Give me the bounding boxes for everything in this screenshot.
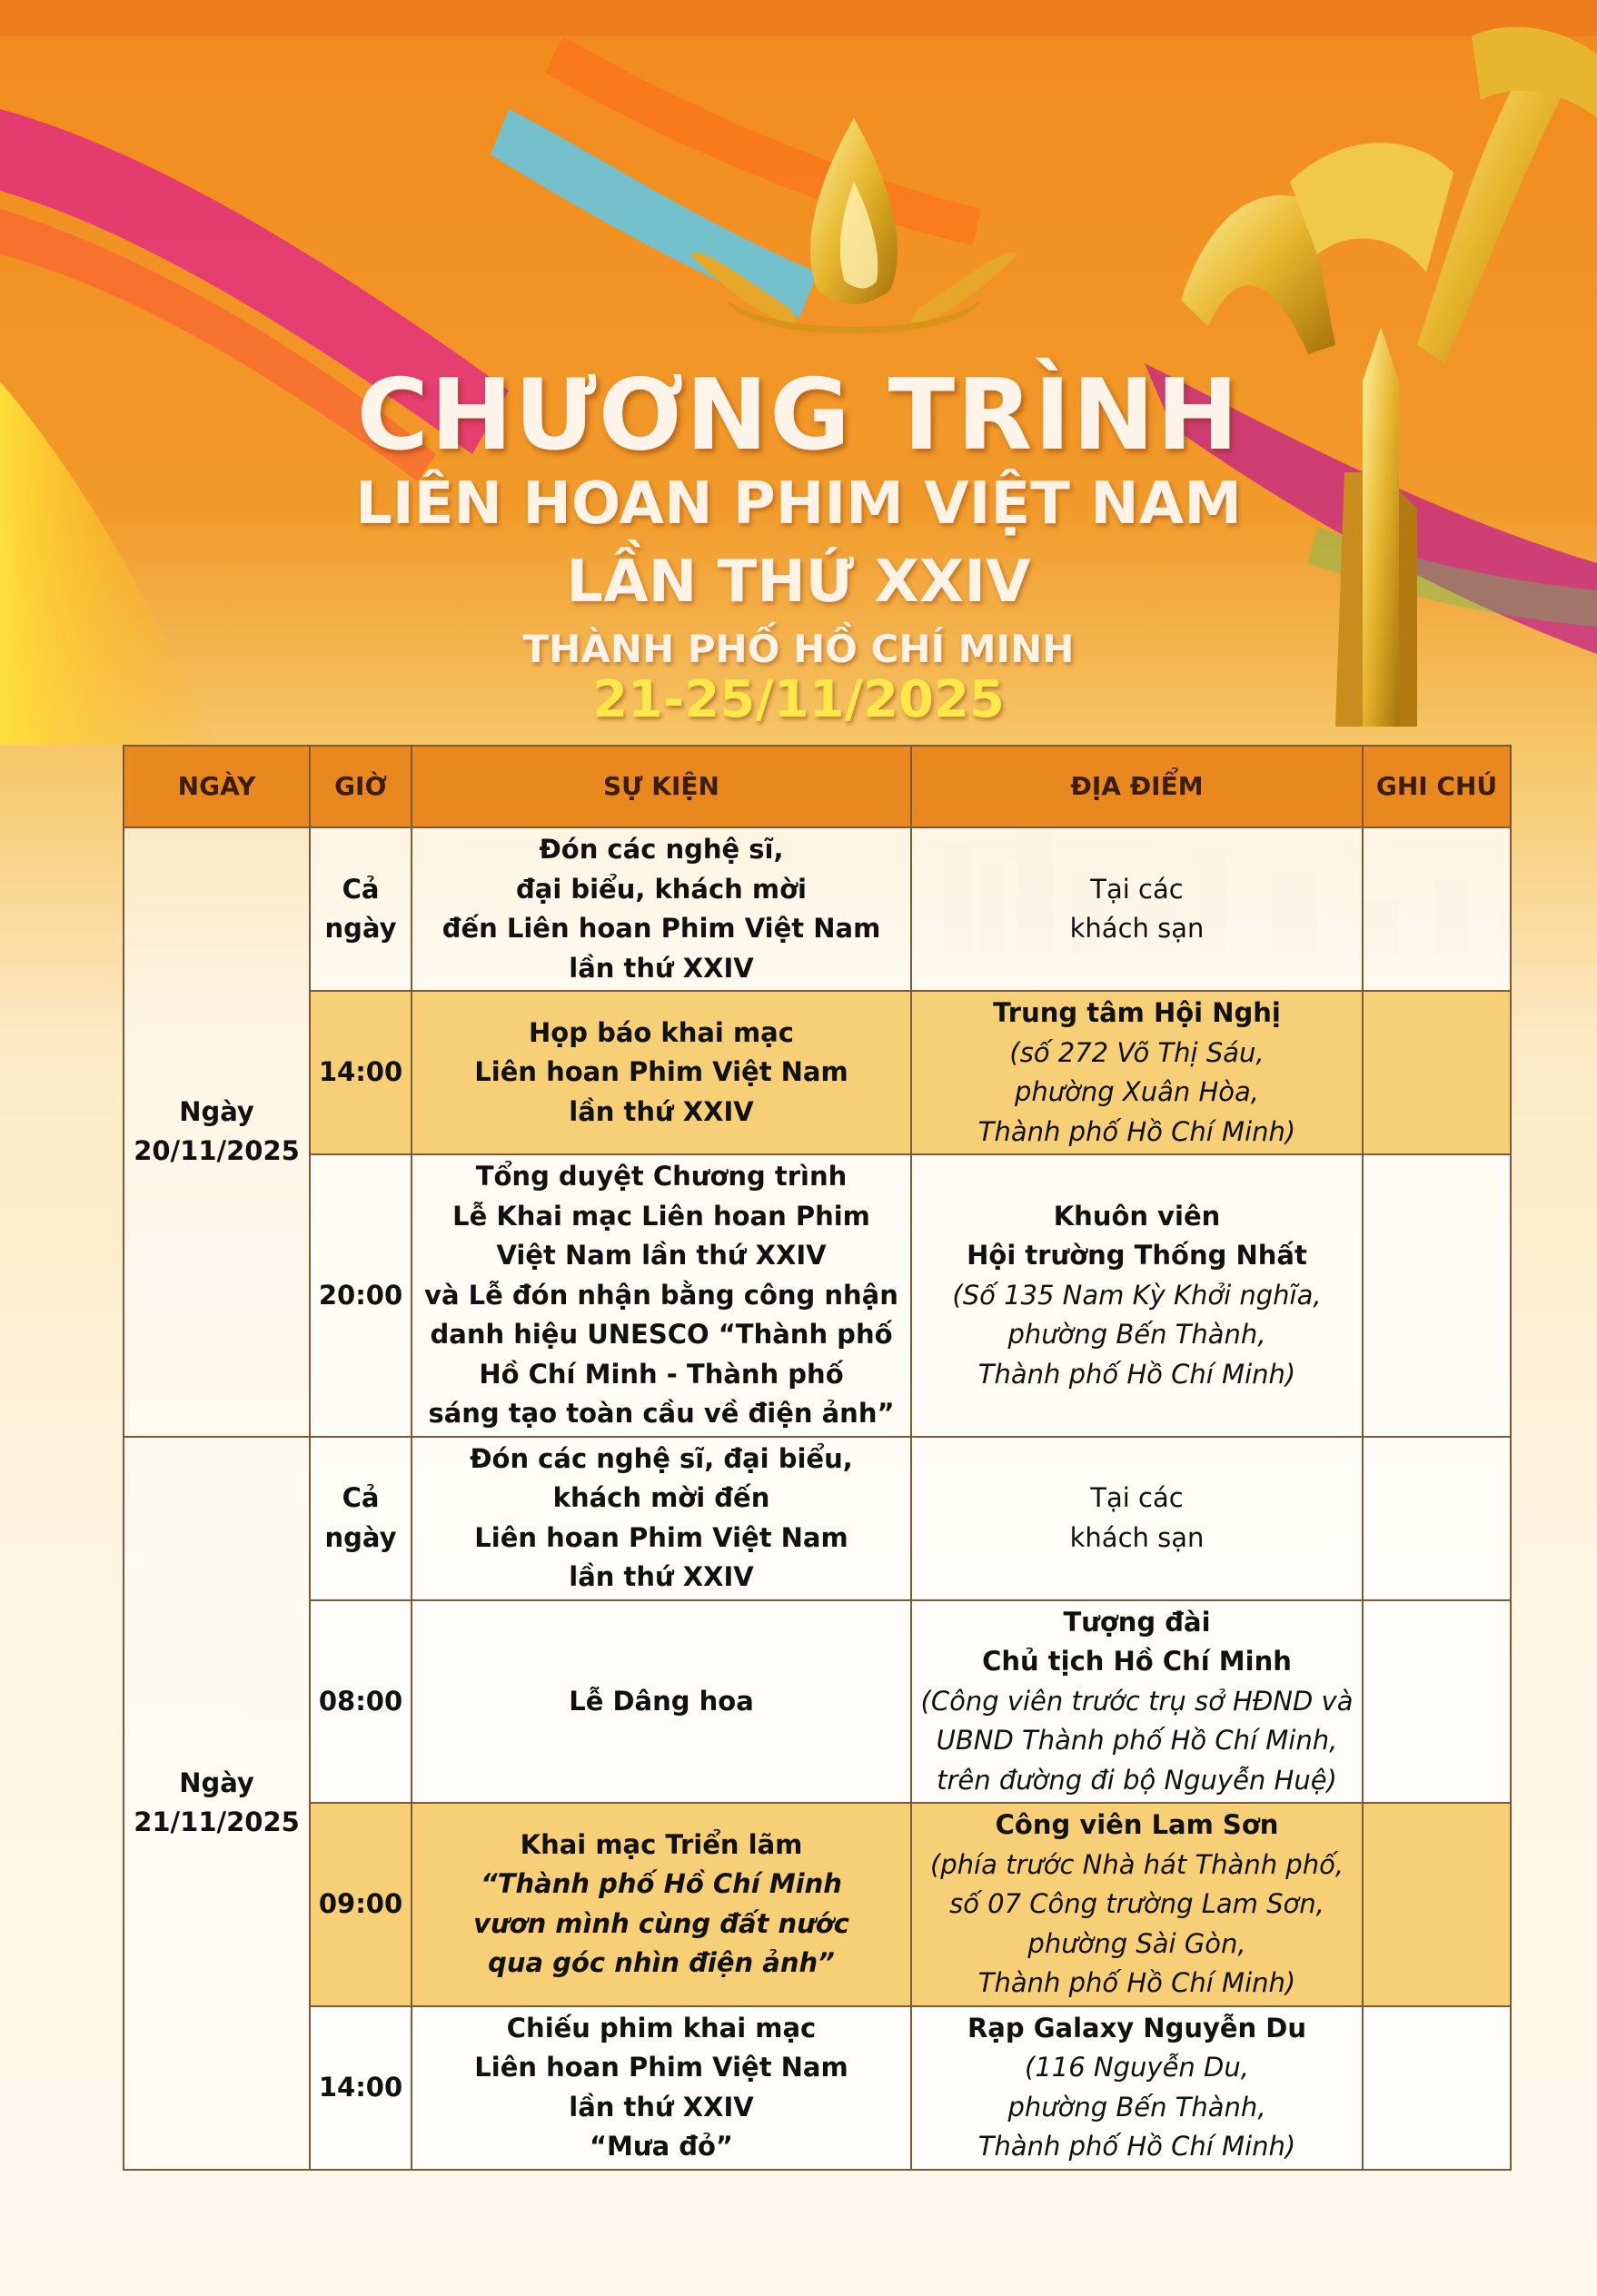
event-line: lần thứ XXIV (569, 952, 754, 984)
table-row (124, 827, 1511, 991)
time-cell: 20:00 (310, 1154, 412, 1437)
venue-cell (911, 1803, 1363, 2006)
event-line: Khai mạc Triển lãm (520, 1828, 803, 1860)
venue-address-line: (116 Nguyễn Du, (1025, 2052, 1249, 2083)
time-cell: 14:00 (310, 2006, 412, 2170)
note-cell (1363, 2006, 1511, 2170)
time-cell: Cả ngày (310, 827, 412, 991)
event-cell (412, 1437, 911, 1600)
venue-address-line: (Số 135 Nam Kỳ Khởi nghĩa, (952, 1279, 1322, 1311)
festival-dates: 21-25/11/2025 (592, 670, 1005, 729)
event-cell (412, 1154, 911, 1437)
venue-name-line: Công viên Lam Sơn (995, 1809, 1279, 1840)
day-cell: Ngày 21/11/2025 (124, 1437, 310, 2170)
venue-address-line: (Công viên trước trụ sở HĐND và (920, 1685, 1354, 1717)
column-header-day: NGÀY (124, 746, 310, 827)
event-cell (412, 991, 911, 1154)
time-cell: Cả ngày (310, 1437, 412, 1600)
venue-line: Tại các (1090, 1482, 1184, 1513)
note-cell (1363, 827, 1511, 991)
day-cell: Ngày 20/11/2025 (124, 827, 310, 1437)
program-title: CHƯƠNG TRÌNH (356, 359, 1241, 472)
schedule-table (123, 745, 1512, 2171)
venue-line: Tại các (1090, 873, 1184, 905)
venue-name-line: Rạp Galaxy Nguyễn Du (967, 2012, 1307, 2044)
venue-address-line: (phía trước Nhà hát Thành phố, (929, 1848, 1344, 1880)
venue-address-line: phường Bến Thành, (1007, 2091, 1266, 2123)
event-cell (412, 2006, 911, 2170)
venue-address-line: số 07 Công trường Lam Sơn, (949, 1888, 1324, 1919)
event-line: khách mời đến (552, 1482, 770, 1513)
festival-name: LIÊN HOAN PHIM VIỆT NAM (355, 470, 1242, 538)
note-cell (1363, 1437, 1511, 1600)
column-header-time: GIỜ (310, 746, 412, 827)
event-line: Liên hoan Phim Việt Nam (474, 1056, 848, 1088)
event-line: đại biểu, khách mời (515, 873, 807, 905)
event-line: Liên hoan Phim Việt Nam (474, 1521, 848, 1553)
venue-address-line: phường Sài Gòn, (1027, 1927, 1246, 1959)
event-line: và Lễ đón nhận bằng công nhận (424, 1279, 898, 1311)
table-row (124, 1803, 1511, 2006)
table-row (124, 991, 1511, 1154)
event-line: Lễ Dâng hoa (569, 1685, 754, 1717)
time-cell: 09:00 (310, 1803, 412, 2006)
event-cell (412, 827, 911, 991)
event-line: sáng tạo toàn cầu về điện ảnh” (428, 1398, 895, 1429)
column-header-venue: ĐỊA ĐIỂM (911, 746, 1363, 827)
festival-edition: LẦN THỨ XXIV (566, 549, 1031, 616)
event-line: lần thứ XXIV (569, 1095, 754, 1127)
venue-line: khách sạn (1069, 1521, 1205, 1553)
note-cell (1363, 991, 1511, 1154)
event-line: “Mưa đỏ” (590, 2131, 733, 2162)
table-row (124, 2006, 1511, 2170)
venue-address-line: Thành phố Hồ Chí Minh) (977, 1358, 1296, 1390)
event-line: đến Liên hoan Phim Việt Nam (441, 913, 881, 944)
event-line: Đón các nghệ sĩ, đại biểu, (470, 1442, 853, 1474)
note-cell (1363, 1154, 1511, 1437)
event-line: Hồ Chí Minh - Thành phố (479, 1358, 844, 1390)
venue-address-line: (số 272 Võ Thị Sáu, (1009, 1036, 1265, 1068)
venue-address-line: trên đường đi bộ Nguyễn Huệ) (937, 1764, 1337, 1796)
note-cell (1363, 1600, 1511, 1804)
table-row (124, 1600, 1511, 1804)
table-row (124, 1154, 1511, 1437)
event-line: Liên hoan Phim Việt Nam (474, 2052, 848, 2083)
venue-name-line: Tượng đài (1063, 1606, 1211, 1638)
table-header-row (124, 746, 1511, 827)
venue-address-line: Thành phố Hồ Chí Minh) (977, 2131, 1296, 2162)
column-header-event: SỰ KIỆN (412, 746, 911, 827)
venue-address-line: phường Bến Thành, (1007, 1319, 1266, 1350)
event-line: Lễ Khai mạc Liên hoan Phim (452, 1200, 870, 1232)
event-line: lần thứ XXIV (569, 2091, 754, 2123)
note-cell (1363, 1803, 1511, 2006)
event-cell (412, 1600, 911, 1804)
event-line: Đón các nghệ sĩ, (539, 834, 784, 865)
event-line: danh hiệu UNESCO “Thành phố (430, 1319, 893, 1350)
venue-cell (911, 1154, 1363, 1437)
festival-city: THÀNH PHỐ HỒ CHÍ MINH (522, 627, 1075, 671)
venue-name-line: Trung tâm Hội Nghị (993, 997, 1281, 1028)
event-line: Tổng duyệt Chương trình (475, 1161, 848, 1192)
venue-address-line: phường Xuân Hòa, (1014, 1076, 1260, 1107)
time-cell: 08:00 (310, 1600, 412, 1804)
venue-cell (911, 827, 1363, 991)
event-line: Việt Nam lần thứ XXIV (496, 1240, 827, 1271)
event-line: lần thứ XXIV (569, 1561, 754, 1592)
event-cell (412, 1803, 911, 2006)
time-cell: 14:00 (310, 991, 412, 1154)
event-line: Chiếu phim khai mạc (506, 2012, 817, 2044)
venue-address-line: Thành phố Hồ Chí Minh) (977, 1115, 1296, 1147)
venue-line: khách sạn (1069, 913, 1205, 944)
venue-name-line: Khuôn viên (1053, 1200, 1221, 1232)
column-header-note: GHI CHÚ (1363, 746, 1511, 827)
venue-address-line: Thành phố Hồ Chí Minh) (977, 1967, 1296, 1998)
venue-cell (911, 1437, 1363, 1600)
event-italic-line: “Thành phố Hồ Chí Minh (481, 1868, 842, 1900)
event-italic-line: vươn mình cùng đất nước (473, 1907, 849, 1939)
event-line: Họp báo khai mạc (529, 1016, 794, 1048)
venue-name-line: Hội trường Thống Nhất (967, 1240, 1307, 1271)
event-italic-line: qua góc nhìn điện ảnh” (488, 1947, 835, 1979)
venue-cell (911, 991, 1363, 1154)
table-row (124, 1437, 1511, 1600)
venue-address-line: UBND Thành phố Hồ Chí Minh, (936, 1725, 1338, 1756)
venue-cell (911, 1600, 1363, 1804)
venue-name-line: Chủ tịch Hồ Chí Minh (982, 1646, 1292, 1677)
venue-cell (911, 2006, 1363, 2170)
